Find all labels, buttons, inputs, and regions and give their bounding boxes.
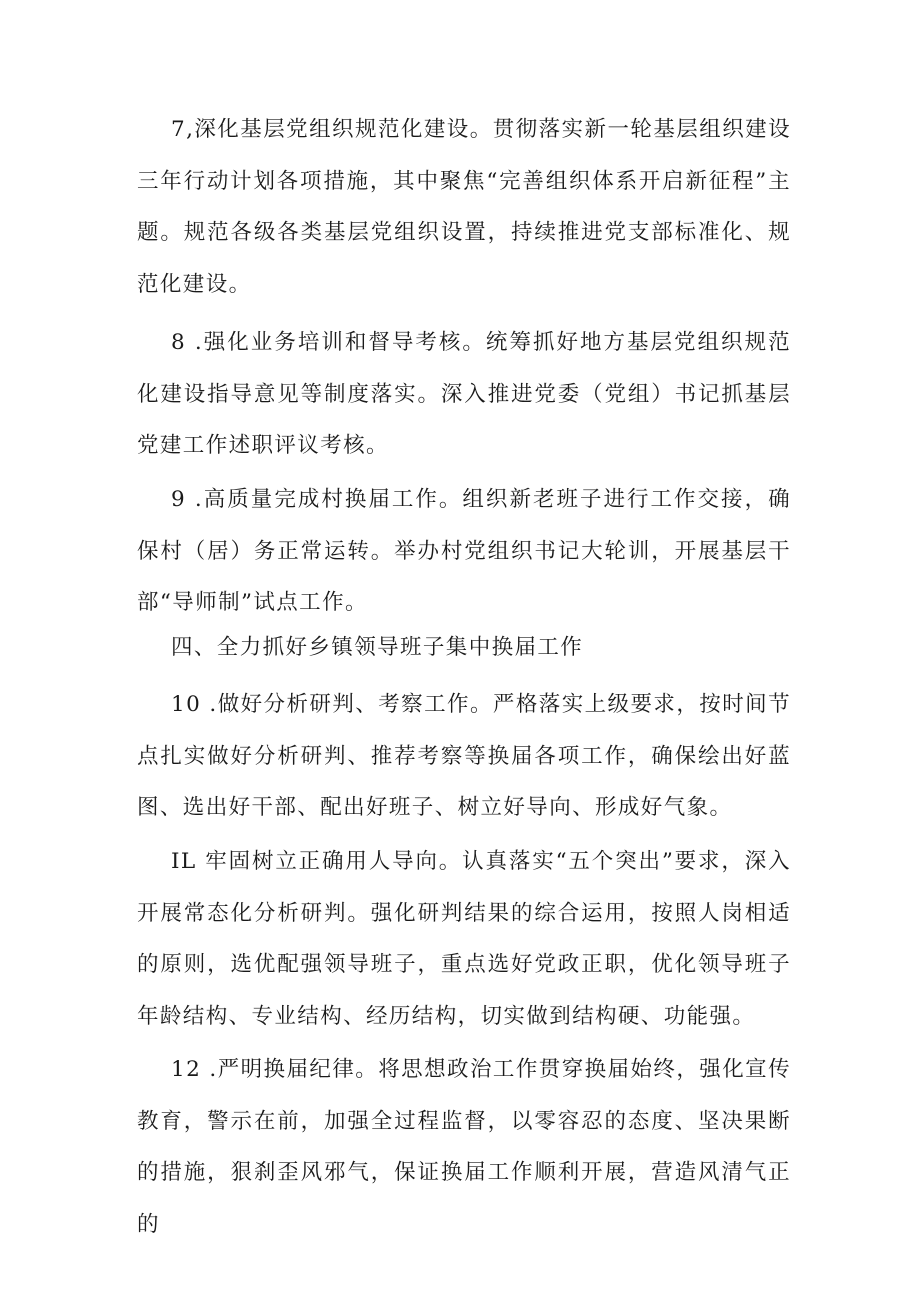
paragraph-item-10: 10 .做好分析研判、考察工作。严格落实上级要求，按时间节点扎实做好分析研判、推荐考察等换届各项工作，确保绘出好蓝图、选出好干部、配出好班子、树立好导向、形成好气象。 bbox=[137, 692, 791, 820]
paragraph-item-11: IL 牢固树立正确用人导向。认真落实“五个突出”要求，深入开展常态化分析研判。强化研判结果的综合运用，按照人岗相适的原则，选优配强领导班子，重点选好党政正职，优化领导班子年龄结构、专业结构、经历结构，切实做到结构硬、功能强。 bbox=[137, 849, 791, 1029]
paragraph-item-7: 7,深化基层党组织规范化建设。贯彻落实新一轮基层组织建设三年行动计划各项措施，其中聚焦“完善组织体系开启新征程”主题。规范各级各类基层党组织设置，持续推进党支部标准化、规范化建设。 bbox=[137, 117, 791, 297]
paragraph-item-12: 12 .严明换届纪律。将思想政治工作贯穿换届始终，强化宣传教育，警示在前，加强全过程监督，以零容忍的态度、坚决果断的措施，狠刹歪风邪气，保证换届工作顺利开展，营造风清气正的 bbox=[137, 1057, 791, 1237]
paragraph-item-8: 8 .强化业务培训和督导考核。统筹抓好地方基层党组织规范化建设指导意见等制度落实。深入推进党委（党组）书记抓基层党建工作述职评议考核。 bbox=[137, 330, 791, 458]
section-heading-4: 四、全力抓好乡镇领导班子集中换届工作 bbox=[171, 635, 584, 660]
paragraph-item-9: 9 .高质量完成村换届工作。组织新老班子进行工作交接，确保村（居）务正常运转。举办村党组织书记大轮训，开展基层干部“导师制”试点工作。 bbox=[137, 487, 791, 615]
